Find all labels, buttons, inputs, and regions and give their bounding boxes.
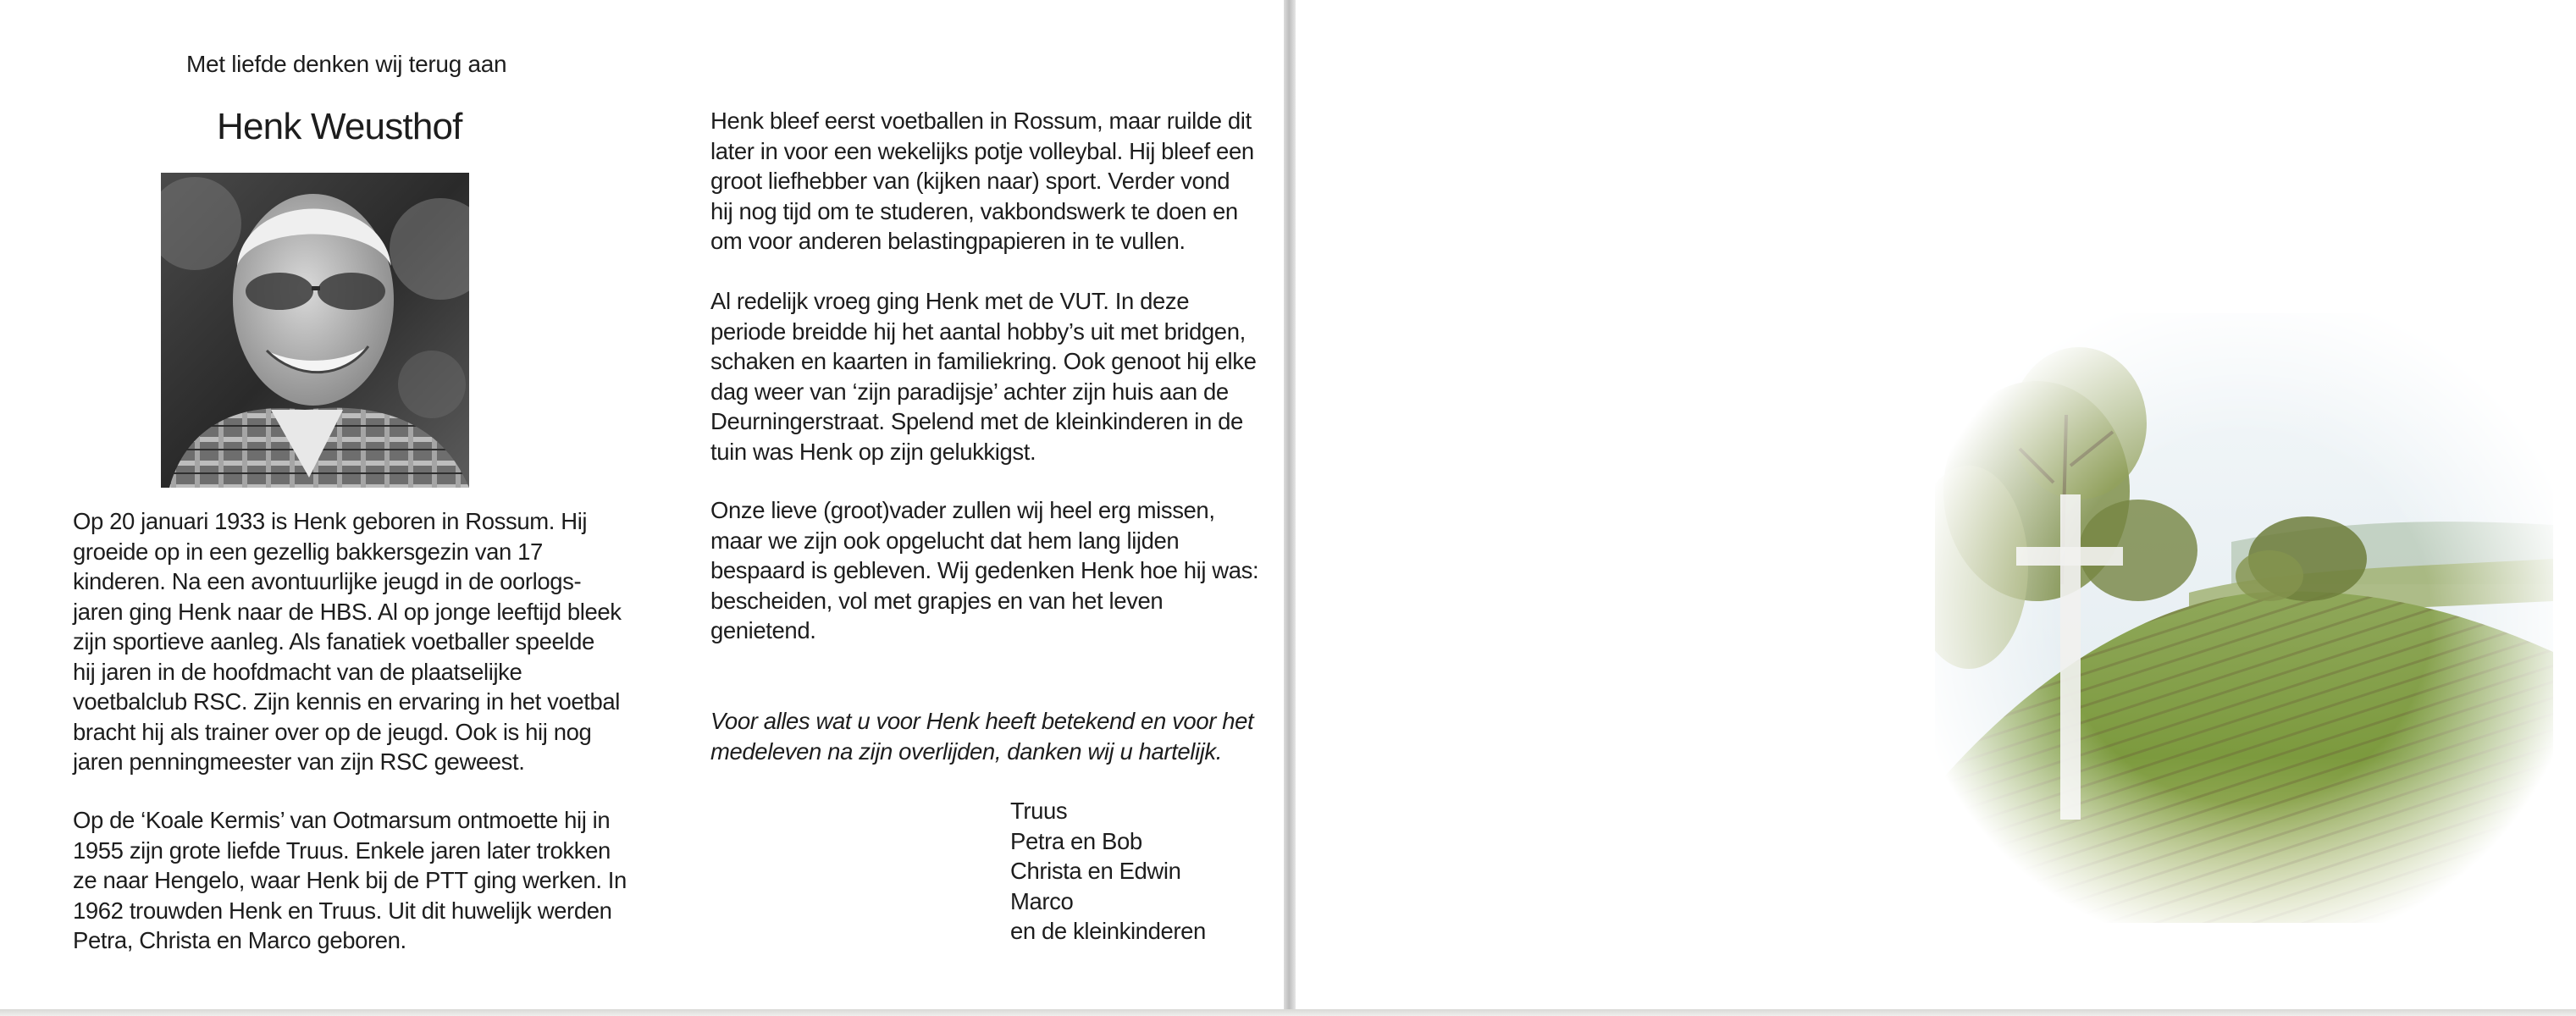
text-line: 1955 zijn grote liefde Truus. Enkele jaren later trokken <box>73 837 611 864</box>
signatories <box>1010 796 1206 947</box>
text-line: Op 20 januari 1933 is Henk geboren in Rossum. Hij <box>73 508 588 534</box>
text-line: genietend. <box>710 617 816 643</box>
signatory: Marco <box>1010 887 1074 914</box>
text-line: bescheiden, vol met grapjes en van het leven <box>710 587 1164 614</box>
thanks-paragraph <box>710 706 1253 766</box>
card-bottom-edge <box>0 1009 2576 1016</box>
text-line: zijn sportieve aanleg. Als fanatiek voetballer speelde <box>73 628 594 654</box>
text-line: later in voor een wekelijks potje volleybal. Hij bleef een <box>710 137 1254 164</box>
middle-paragraph-3 <box>710 495 1258 646</box>
text-line: dag weer van ‘zijn paradijsje’ achter zijn huis aan de <box>710 378 1229 405</box>
text-line: Voor alles wat u voor Henk heeft betekend en voor het <box>710 708 1254 734</box>
text-line: Op de ‘Koale Kermis’ van Ootmarsum ontmoette hij in <box>73 807 611 833</box>
text-line: schaken en kaarten in familiekring. Ook genoot hij elke <box>710 348 1257 374</box>
signatory: Petra en Bob <box>1010 827 1142 854</box>
portrait-photo <box>161 173 469 488</box>
text-line: tuin was Henk op zijn gelukkigst. <box>710 438 1036 465</box>
text-line: groot liefhebber van (kijken naar) sport. Verder vond <box>710 168 1230 194</box>
biography-paragraph-1 <box>73 506 622 777</box>
intro-line: Met liefde denken wij terug aan <box>186 51 507 77</box>
text-line: maar we zijn ook opgelucht dat hem lang lijden <box>710 527 1180 554</box>
text-line: jaren ging Henk naar de HBS. Al op jonge leeftijd bleek <box>73 598 622 625</box>
signatory: Christa en Edwin <box>1010 858 1181 884</box>
deceased-name: Henk Weusthof <box>217 106 462 147</box>
text-line: periode breidde hij het aantal hobby’s uit met bridgen, <box>710 318 1246 345</box>
signatory: Truus <box>1010 798 1068 824</box>
text-line: Onze lieve (groot)vader zullen wij heel erg missen, <box>710 497 1215 523</box>
middle-paragraph-2 <box>710 286 1257 467</box>
text-line: Henk bleef eerst voetballen in Rossum, maar ruilde dit <box>710 108 1252 134</box>
text-line: groeide op in een gezellig bakkersgezin van 17 <box>73 538 543 565</box>
text-line: hij nog tijd om te studeren, vakbondswerk te doen en <box>710 197 1238 224</box>
text-line: bracht hij als trainer over op de jeugd. Ook is hij nog <box>73 718 592 745</box>
biography-paragraph-2 <box>73 805 627 956</box>
text-line: ze naar Hengelo, waar Henk bij de PTT ging werken. In <box>73 867 627 893</box>
text-line: Al redelijk vroeg ging Henk met de VUT. In deze <box>710 288 1190 314</box>
text-line: medeleven na zijn overlijden, danken wij u hartelijk. <box>710 737 1223 765</box>
text-line: jaren penningmeester van zijn RSC geweest. <box>73 748 525 775</box>
text-line: bespaard is gebleven. Wij gedenken Henk hoe hij was: <box>710 557 1259 583</box>
text-line: voetbalclub RSC. Zijn kennis en ervaring in het voetbal <box>73 688 621 715</box>
text-line: hij jaren in de hoofdmacht van de plaatselijke <box>73 658 522 685</box>
card-fold <box>1284 0 1296 1009</box>
signatory: en de kleinkinderen <box>1010 918 1206 944</box>
text-line: om voor anderen belastingpapieren in te vullen. <box>710 228 1186 254</box>
middle-paragraph-1 <box>710 106 1254 257</box>
text-line: 1962 trouwden Henk en Truus. Uit dit huwelijk werden <box>73 897 612 924</box>
cross-landscape-image <box>1935 313 2553 923</box>
text-line: kinderen. Na een avontuurlijke jeugd in de oorlogs- <box>73 568 582 594</box>
text-line: Petra, Christa en Marco geboren. <box>73 927 406 953</box>
text-line: Deurningerstraat. Spelend met de kleinkinderen in de <box>710 408 1243 434</box>
